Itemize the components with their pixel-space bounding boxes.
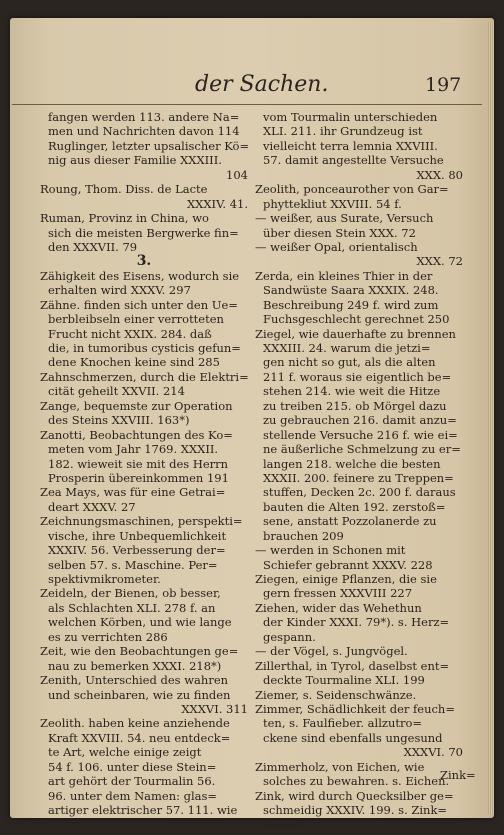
index-line: Frucht nicht XXIX. 284. daß bbox=[48, 326, 212, 341]
index-line: ckene sind ebenfalls ungesund bbox=[263, 730, 443, 745]
index-line: deart XXXV. 27 bbox=[48, 499, 136, 514]
index-line: Zeideln, der Bienen, ob besser, bbox=[40, 586, 221, 601]
index-line: Fuchsgeschlecht gerechnet 250 bbox=[263, 312, 450, 327]
index-line: Zanotti, Beobachtungen des Ko= bbox=[40, 427, 233, 442]
index-line: Ziehen, wider das Wehethun bbox=[255, 600, 422, 615]
index-line: XXXIV. 41. bbox=[187, 196, 248, 211]
index-line: te Art, welche einige zeigt bbox=[48, 745, 202, 760]
index-column-left bbox=[40, 110, 248, 817]
index-line: 57. damit angestellte Versuche bbox=[263, 153, 444, 168]
index-line: XXXVI. 70 bbox=[403, 745, 463, 760]
index-line: deckte Tourmaline XLI. 199 bbox=[263, 673, 425, 688]
index-line: — weißer Opal, orientalisch bbox=[255, 239, 418, 254]
index-line: zu treiben 215. ob Mörgel dazu bbox=[263, 398, 447, 413]
index-line: XLI. 211. ihr Grundzeug ist bbox=[263, 124, 423, 139]
index-line: des Steins XXVIII. 163*) bbox=[48, 413, 190, 428]
index-line: stellende Versuche 216 f. wie ei= bbox=[263, 427, 458, 442]
index-line: Prosperin übereinkommen 191 bbox=[48, 470, 229, 485]
index-line: und scheinbaren, wie zu finden bbox=[48, 687, 231, 702]
index-line: vielleicht terra lemnia XXVIII. bbox=[263, 138, 438, 153]
index-line: Zink, wird durch Quecksilber ge= bbox=[255, 788, 454, 803]
index-line: Roung, Thom. Diss. de Lacte bbox=[40, 182, 208, 197]
index-line: Ruglinger, letzter upsalischer Kö= bbox=[48, 138, 250, 153]
index-line: bauten die Alten 192. zerstoß= bbox=[263, 499, 446, 514]
index-line: schmeidig XXXIV. 199. s. Zink= bbox=[263, 803, 448, 817]
running-title: der Sachen. bbox=[195, 72, 329, 97]
index-line: Zeichnungsmaschinen, perspekti= bbox=[40, 514, 243, 529]
index-line: Zeolith, ponceaurother von Gar= bbox=[255, 182, 449, 197]
index-line: nig aus dieser Familie XXXIII. bbox=[48, 153, 222, 168]
index-line: Zillerthal, in Tyrol, daselbst ent= bbox=[255, 658, 450, 673]
index-line: blumen. bbox=[263, 817, 311, 832]
index-line: welchen Körben, und wie lange bbox=[48, 615, 232, 630]
index-line: es zu verrichten 286 bbox=[48, 629, 168, 644]
index-line: phyttekliut XXVIII. 54 f. bbox=[263, 196, 402, 211]
index-line: Zähne. finden sich unter den Ue= bbox=[40, 297, 238, 312]
page-edge-decoration bbox=[488, 22, 494, 814]
index-line: Beschreibung 249 f. wird zum bbox=[263, 297, 439, 312]
index-line: der Kinder XXXI. 79*). s. Herz= bbox=[263, 615, 450, 630]
index-line: Zeit, wie den Beobachtungen ge= bbox=[40, 644, 239, 659]
index-line: 96. unter dem Namen: glas= bbox=[48, 788, 218, 803]
index-line: Zähigkeit des Eisens, wodurch sie bbox=[40, 268, 240, 283]
index-line: ne äußerliche Schmelzung zu er= bbox=[263, 442, 461, 457]
index-line: gespann. bbox=[263, 629, 316, 644]
index-line: XXX. 80 bbox=[416, 167, 463, 182]
index-line: XXX. 72 bbox=[416, 254, 463, 269]
index-line: Zerda, ein kleines Thier in der bbox=[255, 268, 433, 283]
index-line: nau zu bemerken XXXI. 218*) bbox=[48, 658, 222, 673]
index-line: 3. bbox=[136, 253, 152, 270]
index-line: artiger elektrischer 57. 111. wie bbox=[48, 803, 238, 817]
index-line: Sandwüste Saara XXXIX. 248. bbox=[263, 283, 439, 298]
index-line: sene, anstatt Pozzolanerde zu bbox=[263, 514, 437, 529]
index-line: 211 f. woraus sie eigentlich be= bbox=[263, 369, 452, 384]
index-line: berbleibseln einer verrotteten bbox=[48, 312, 224, 327]
index-line: gen nicht so gut, als die alten bbox=[263, 355, 436, 370]
index-line: 54 f. 106. unter diese Stein= bbox=[48, 759, 217, 774]
index-line: — weißer, aus Surate, Versuch bbox=[255, 211, 434, 226]
index-line: als Schlachten XLI. 278 f. an bbox=[48, 600, 216, 615]
index-line: Ziegel, wie dauerhafte zu brennen bbox=[255, 326, 456, 341]
index-column-right bbox=[255, 110, 463, 832]
page-number: 197 bbox=[425, 74, 462, 96]
index-line: ten, s. Faulfieber. allzutro= bbox=[263, 716, 423, 731]
index-line: erhalten wird XXXV. 297 bbox=[48, 283, 191, 298]
index-line: spektivmikrometer. bbox=[48, 572, 161, 586]
index-line: Zenith, Unterschied des wahren bbox=[40, 673, 229, 688]
index-line: — der Vögel, s. Jungvögel. bbox=[255, 644, 408, 659]
page-header bbox=[12, 60, 482, 100]
index-line: Zeolith. haben keine anziehende bbox=[40, 716, 230, 731]
header-divider bbox=[12, 104, 482, 105]
index-line: vische, ihre Unbequemlichkeit bbox=[48, 528, 227, 543]
index-line: dene Knochen keine sind 285 bbox=[48, 355, 220, 370]
index-line: gern fressen XXXVIII 227 bbox=[263, 586, 413, 601]
index-line: XXXVI. 311 bbox=[181, 701, 248, 716]
index-line: Zea Mays, was für eine Getrai= bbox=[40, 485, 226, 500]
index-line: Zimmerholz, von Eichen, wie bbox=[255, 759, 425, 774]
index-line: 182. wieweit sie mit des Herrn bbox=[48, 456, 229, 471]
index-line: über diesen Stein XXX. 72 bbox=[263, 225, 416, 240]
catchword: Zink= bbox=[440, 768, 476, 782]
index-line: vom Tourmalin unterschieden bbox=[263, 110, 438, 124]
index-line: XXXII. 200. feinere zu Treppen= bbox=[263, 470, 454, 485]
index-line: fangen werden 113. andere Na= bbox=[48, 110, 240, 124]
index-line: Ziegen, einige Pflanzen, die sie bbox=[255, 572, 437, 586]
index-line: Zimmer, Schädlichkeit der feuch= bbox=[255, 701, 455, 716]
index-line: Zahnschmerzen, durch die Elektri= bbox=[40, 369, 249, 384]
index-line: die, in tumoribus cysticis gefun= bbox=[48, 341, 241, 355]
index-line: sich die meisten Bergwerke fin= bbox=[48, 225, 239, 240]
index-line: den XXXVII. 79 bbox=[48, 239, 138, 254]
index-line: selben 57. s. Maschine. Per= bbox=[48, 557, 218, 572]
index-line: Ruman, Provinz in China, wo bbox=[40, 211, 209, 226]
index-line: Ziemer, s. Seidenschwänze. bbox=[255, 687, 417, 702]
index-line: brauchen 209 bbox=[263, 528, 344, 543]
index-line: men und Nachrichten davon 114 bbox=[48, 124, 240, 139]
index-line: langen 218. welche die besten bbox=[263, 456, 441, 471]
index-line: solches zu bewahren. s. Eichen. bbox=[263, 774, 450, 789]
index-line: zu gebrauchen 216. damit anzu= bbox=[263, 413, 457, 428]
index-line: stehen 214. wie weit die Hitze bbox=[263, 384, 441, 399]
index-line: 104 bbox=[226, 167, 248, 182]
index-line: XXXIII. 24. warum die jetzi= bbox=[263, 341, 431, 355]
index-line: Zange, bequemste zur Operation bbox=[40, 398, 233, 413]
index-line: XXXIV. 56. Verbesserung der= bbox=[48, 543, 226, 558]
index-line: art gehört der Tourmalin 56. bbox=[48, 774, 216, 789]
index-line: stuffen, Decken 2c. 200 f. daraus bbox=[263, 485, 456, 500]
index-line: meten vom Jahr 1769. XXXII. bbox=[48, 442, 219, 457]
index-line: Kraft XXVIII. 54. neu entdeck= bbox=[48, 730, 231, 745]
index-line: — werden in Schonen mit bbox=[255, 543, 406, 558]
index-line: cität geheilt XXVII. 214 bbox=[48, 384, 185, 399]
index-line: Schiefer gebrannt XXXV. 228 bbox=[263, 557, 433, 572]
